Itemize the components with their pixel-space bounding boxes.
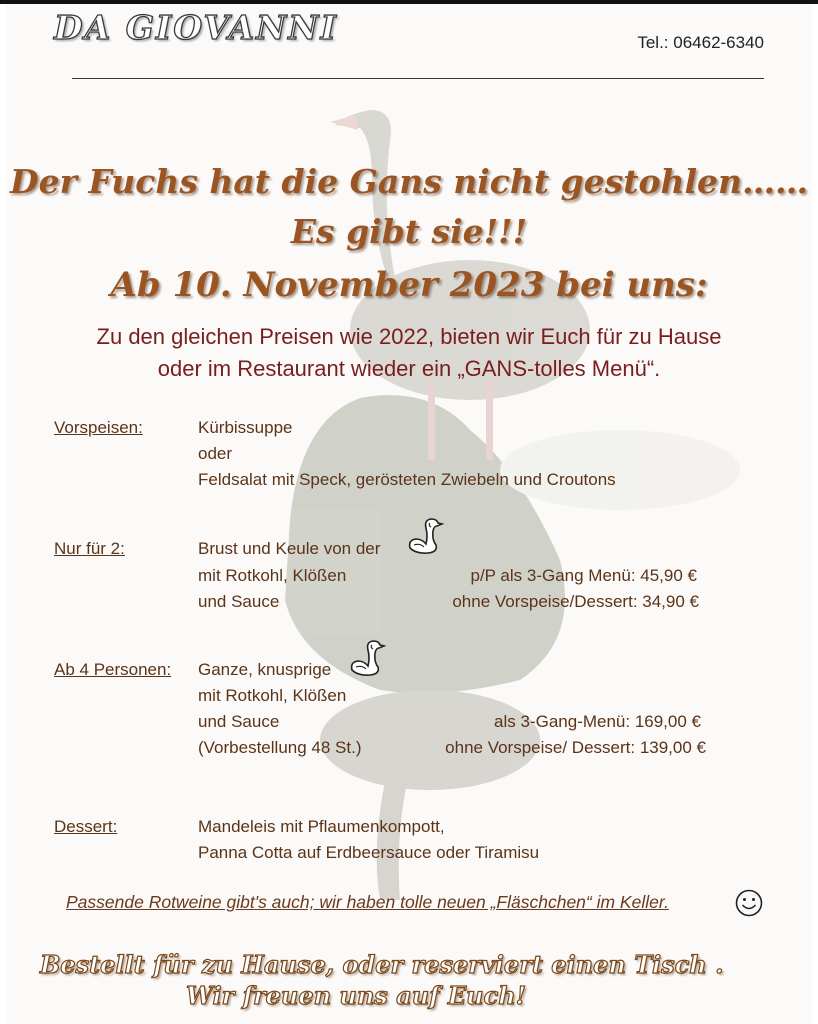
section-label-nur-fuer-2: Nur für 2: <box>54 539 125 558</box>
section-label-ab-4-personen: Ab 4 Personen: <box>54 660 172 679</box>
price-line: als 3-Gang-Menü: 169,00 € <box>494 712 701 731</box>
menu-line: Kürbissuppe <box>198 418 293 437</box>
menu-line: mit Rotkohl, Klößen <box>198 686 347 705</box>
footer-line-1: Bestellt für zu Hause, oder reserviert einen Tisch . <box>40 950 724 979</box>
intro-line-1: Zu den gleichen Preisen wie 2022, bieten wir Euch für zu Hause <box>96 324 722 349</box>
goose-icon <box>404 514 444 556</box>
intro-line-2: oder im Restaurant wieder ein „GANS-tolles Menü“. <box>157 356 661 381</box>
menu-line: und Sauce <box>198 592 280 611</box>
menu-line: Ganze, knusprige <box>198 660 332 679</box>
goose-icon <box>346 636 386 678</box>
menu-line: mit Rotkohl, Klößen <box>198 566 347 585</box>
price-line: ohne Vorspeise/ Dessert: 139,00 € <box>445 738 706 757</box>
menu-line: Feldsalat mit Speck, gerösteten Zwiebeln und Croutons <box>198 470 616 489</box>
headline-line-1: Der Fuchs hat die Gans nicht gestohlen…… <box>9 162 809 201</box>
price-line: p/P als 3-Gang Menü: 45,90 € <box>470 566 697 585</box>
wine-note: Passende Rotweine gibt's auch; wir haben tolle neuen „Fläschchen“ im Keller. <box>66 892 669 912</box>
restaurant-logo: DA GIOVANNI <box>54 8 338 47</box>
footer-line-2: Wir freuen uns auf Euch! <box>186 981 527 1010</box>
menu-line: Brust und Keule von der <box>198 539 381 558</box>
headline-line-3: Ab 10. November 2023 bei uns: <box>110 265 708 305</box>
menu-line: oder <box>198 444 233 463</box>
phone-number[interactable]: Tel.: 06462-6340 <box>637 33 764 52</box>
menu-line: Mandeleis mit Pflaumenkompott, <box>198 817 445 836</box>
menu-line: und Sauce <box>198 712 280 731</box>
section-label-vorspeisen: Vorspeisen: <box>54 418 143 437</box>
headline-line-2: Es gibt sie!!! <box>290 212 528 251</box>
menu-line: Panna Cotta auf Erdbeersauce oder Tiramisu <box>198 843 540 862</box>
price-line: ohne Vorspeise/Dessert: 34,90 € <box>452 592 699 611</box>
smiley-icon <box>734 888 764 918</box>
section-label-dessert: Dessert: <box>54 817 118 836</box>
menu-line: (Vorbestellung 48 St.) <box>198 738 362 757</box>
